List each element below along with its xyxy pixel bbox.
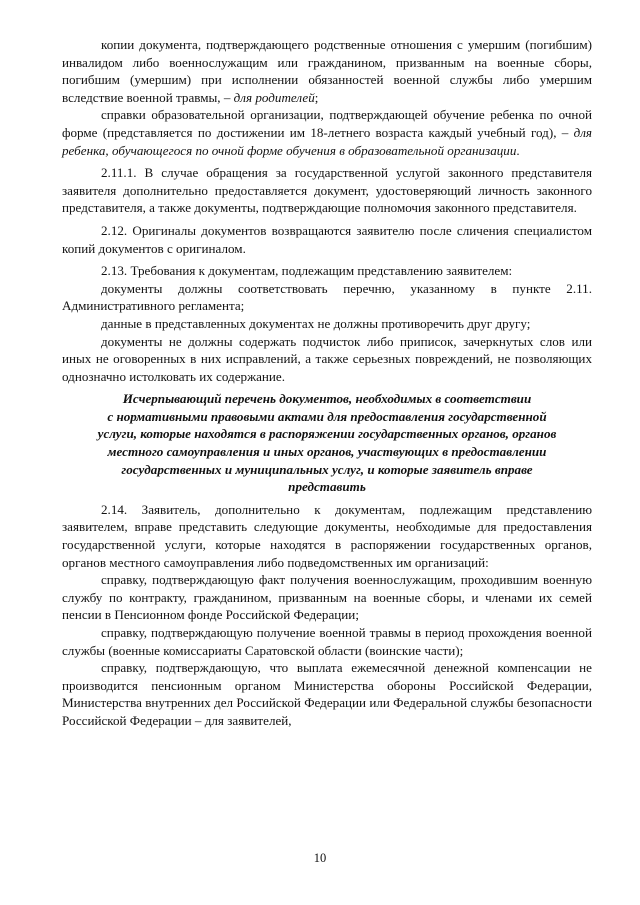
list-item-compensation-certificate: справку, подтверждающую, что выплата ежемесячной денежной компенсации не производится пенсионным органом Министерства обороны Российской Федерации, Министерства внутренних дел Российской Федерации или Федеральной службы безопасности Российской Федерации – для заявителей, (62, 660, 592, 728)
heading-line: услуги, которые находятся в распоряжении государственных органов, органов (97, 426, 557, 442)
list-item-requirement-2: данные в представленных документах не должны противоречить друг другу; (101, 315, 531, 331)
paragraph-2-11-1: 2.11.1. В случае обращения за государственной услугой законного представителя заявителя дополнительно предоставляется документ, удостоверяющий личность законного представителя, а также документы, подтверждающие полномочия законного представителя. (62, 165, 592, 216)
paragraph-education-certificate: справки образовательной организации, подтверждающей обучение ребенка по очной форме (представляется по достижении им 18-летнего возраста каждый учебный год), – для ребенка, обучающегося по очной форме обучения в образовательной организации. (62, 107, 592, 158)
italic-note: для родителей (233, 89, 315, 105)
page-number: 10 (313, 851, 327, 865)
italic-note: для ребенка, обучающегося по очной форме обучения в образовательной организации (62, 124, 592, 158)
heading-line: местного самоуправления и иных органов, участвующих в предоставлении (107, 444, 547, 460)
paragraph-2-12: 2.12. Оригиналы документов возвращаются заявителю после сличения специалистом копий документов с оригиналом. (62, 222, 592, 256)
heading-line: государственных и муниципальных услуг, и которые заявитель вправе (121, 461, 533, 477)
list-item-requirement-1: документы должны соответствовать перечню, указанному в пункте 2.11. Административного регламента; (62, 280, 592, 314)
list-item-pension-certificate: справку, подтверждающую факт получения военнослужащим, проходившим военную службу по контракту, гражданином, призванным на военные сборы, и членами их семей пенсии в Пенсионном фонде Российской Федерации; (62, 572, 592, 623)
section-heading (62, 390, 592, 496)
list-item-requirement-3: документы не должны содержать подчисток либо приписок, зачеркнутых слов или иных не оговоренных в них исправлений, а также серьезных повреждений, не позволяющих однозначно истолковать их содержание. (62, 333, 592, 384)
paragraph-2-14: 2.14. Заявитель, дополнительно к документам, подлежащим представлению заявителем, вправе представить следующие документы, необходимые для предоставления государственной услуги, которые находятся в распоряжении государственных органов, органов местного самоуправления либо подведомственных им организаций: (62, 501, 592, 570)
paragraph-parent-relationship-copy: копии документа, подтверждающего родственные отношения с умершим (погибшим) инвалидом либо военнослужащим или гражданином, призванным на военные сборы, погибшим (умершим) при исполнении обязанностей военной службы либо умершим вследствие военной травмы, – для родителей; (62, 37, 592, 105)
heading-line: Исчерпывающий перечень документов, необходимых в соответствии (122, 391, 532, 407)
document-page (62, 36, 592, 730)
paragraph-2-13: 2.13. Требования к документам, подлежащим представлению заявителем: (101, 263, 513, 279)
heading-line: с нормативными правовыми актами для предоставления государственной (107, 408, 547, 424)
list-item-military-injury-certificate: справку, подтверждающую получение военной травмы в период прохождения военной службы (военные комиссариаты Саратовской области (воинские части); (62, 625, 592, 658)
heading-line: представить (288, 479, 366, 495)
